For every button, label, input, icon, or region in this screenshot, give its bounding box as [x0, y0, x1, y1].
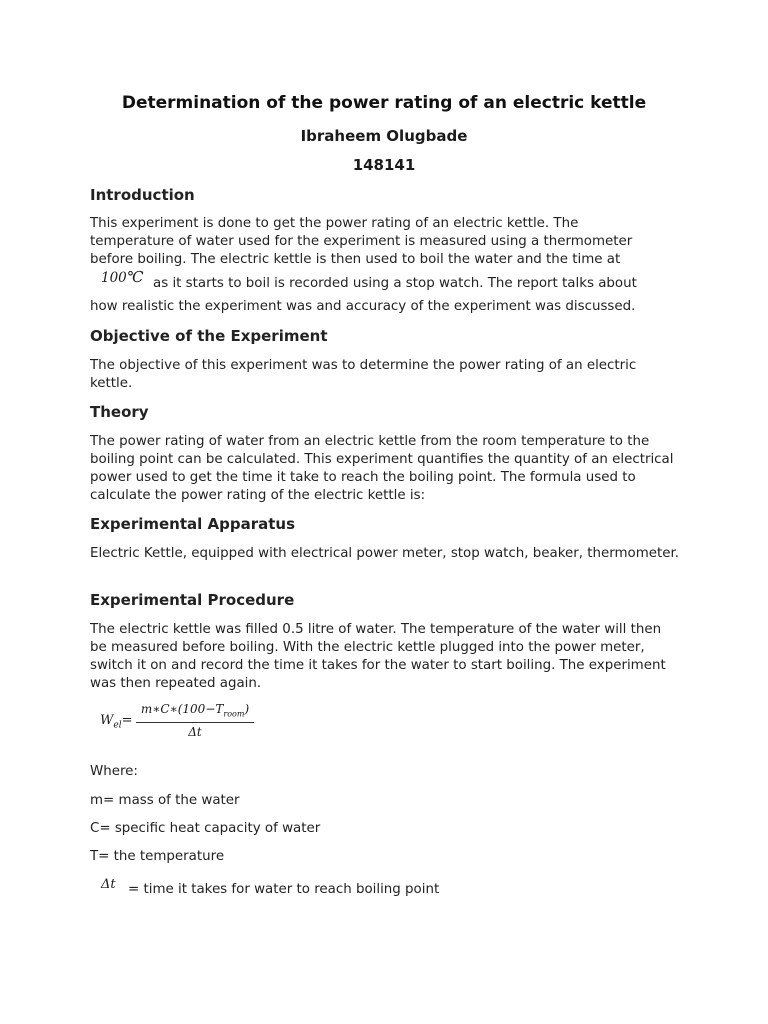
introduction-line-5: how realistic the experiment was and accuracy of the experiment was discussed.: [90, 299, 636, 314]
definition-time: = time it takes for water to reach boiling point: [128, 882, 440, 897]
student-id: 148141: [352, 156, 416, 174]
theory-heading: Theory: [90, 403, 149, 421]
definition-heat-capacity: C= specific heat capacity of water: [90, 821, 321, 836]
introduction-heading: Introduction: [90, 186, 195, 204]
delta-t-symbol: Δt: [101, 877, 116, 892]
definition-mass: m= mass of the water: [90, 793, 240, 808]
definition-temperature: T= the temperature: [90, 849, 225, 864]
introduction-line-4: as it starts to boil is recorded using a stop watch. The report talks about: [153, 276, 637, 291]
theory-text: The power rating of water from an electric kettle from the room temperature to the boiling point can be calculated. This experiment quantifies the quantity of an electrical power used to get the time it take to reach the boiling point. The formula used to calculate the power rating of the electric kettle is:: [90, 434, 674, 503]
document-title: Determination of the power rating of an electric kettle: [121, 93, 647, 113]
apparatus-heading: Experimental Apparatus: [90, 515, 296, 533]
boiling-temperature-math: [101, 268, 144, 287]
objective-text: The objective of this experiment was to determine the power rating of an electric kettle.: [90, 358, 637, 391]
objective-heading: Objective of the Experiment: [90, 327, 328, 345]
introduction-line-2: temperature of water used for the experiment is measured using a thermometer: [90, 234, 633, 249]
where-label: Where:: [90, 764, 138, 779]
procedure-heading: Experimental Procedure: [90, 591, 295, 609]
author-name: Ibraheem Olugbade: [300, 127, 468, 145]
procedure-text: The electric kettle was filled 0.5 litre of water. The temperature of the water will then be measured before boiling. With the electric kettle plugged into the power meter, switch it on and record the time it takes for the water to start boiling. The experiment was then repeated again.: [90, 622, 666, 691]
formula-numerator: $m∗C∗(100-T_{room})$: [140, 702, 250, 719]
apparatus-text: Electric Kettle, equipped with electrical power meter, stop watch, beaker, thermometer.: [90, 546, 680, 561]
introduction-line-1: This experiment is done to get the power rating of an electric kettle. The: [90, 216, 579, 231]
fraction-bar: [136, 722, 254, 723]
introduction-line-3: before boiling. The electric kettle is then used to boil the water and the time at: [90, 252, 621, 267]
degree-celsius-symbol: ℃: [126, 268, 144, 286]
power-formula: [100, 700, 270, 748]
formula-denominator: Δt: [188, 725, 202, 739]
formula-lhs: $W_{el}=$: [100, 713, 133, 731]
temperature-value: 100: [101, 270, 127, 286]
